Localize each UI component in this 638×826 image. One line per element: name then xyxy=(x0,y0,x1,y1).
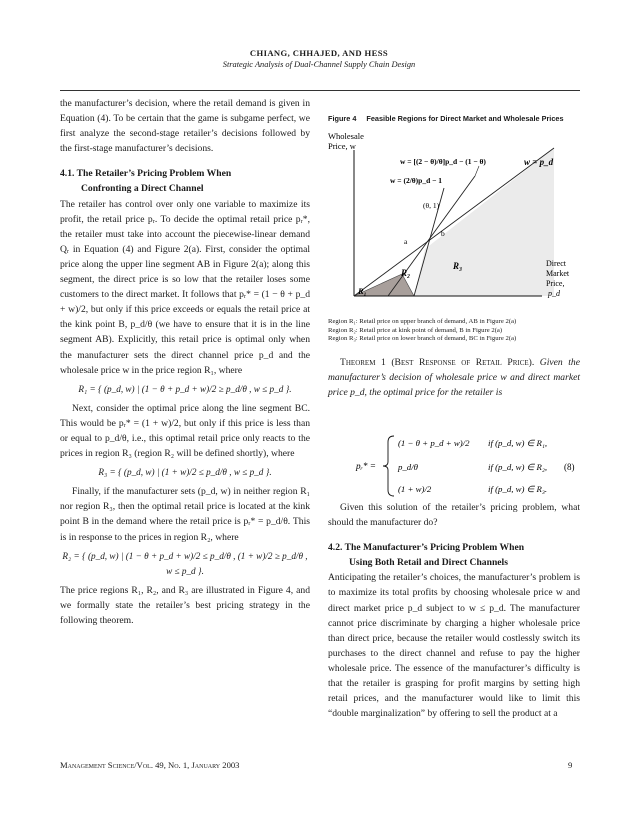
eq8-condition-1: if (p_d, w) ∈ R₁, xyxy=(488,438,548,448)
theorem-1-label: Theorem 1 xyxy=(340,357,386,368)
right-column-lower xyxy=(328,500,580,721)
right-paragraph-6: Given this solution of the retailer’s pricing problem, what should the manufacturer do? xyxy=(328,502,580,529)
section-4-2-title-line1: The Manufacturer’s Pricing Problem When xyxy=(344,542,525,554)
left-paragraph-4: Finally, if the manufacturer sets (p_d, w) in neither region R₁ nor region R₃, then the optimal retail price is located at the kink point B in the demand where the retail price is pᵣ* = p_d/θ. This is in response to the prices in region R₂, where xyxy=(60,486,310,543)
x-axis-label-4: p_d xyxy=(548,289,560,298)
eq8-brace xyxy=(383,436,394,496)
region-r3-label: R₃ xyxy=(453,261,463,271)
figure-label: Figure 4 xyxy=(328,114,357,123)
header-rule xyxy=(60,90,580,91)
section-4-1-number: 4.1. xyxy=(60,168,75,180)
theorem-1-name: (Best Response of Retail Price). xyxy=(391,357,535,368)
x-axis-label-3: Price, xyxy=(546,279,565,288)
eq8-lhs: pᵣ* = xyxy=(356,461,376,471)
section-4-2-number: 4.2. xyxy=(328,542,343,554)
figure-title: Feasible Regions for Direct Market and Wholesale Prices xyxy=(366,114,564,123)
footer-journal: Management Science/Vol. 49, No. 1, January 2003 xyxy=(60,760,240,770)
line-upper-label: w = [(2 − θ)/θ]p_d − (1 − θ) xyxy=(400,157,486,166)
left-paragraph-5: The price regions R₁, R₂, and R₃ are illustrated in Figure 4, and we formally state the retailer’s best pricing strategy in the following theorem. xyxy=(60,584,310,626)
y-axis-label-1: Wholesale xyxy=(328,131,364,141)
caption-region-2: Region R₂: Retail price at kink point of demand, B in Figure 2(a) xyxy=(328,326,503,334)
running-head-title: Strategic Analysis of Dual-Channel Supply Chain Design xyxy=(222,60,416,69)
line-mid-label: w = (2/θ)p_d − 1 xyxy=(390,176,443,185)
equation-r3: R₃ = { (p_d, w) | (1 + w)/2 ≤ p_d/θ , w ≤ p_d }. xyxy=(98,467,272,478)
section-4-2-heading xyxy=(328,540,580,570)
eq8-case-2: p_d/θ xyxy=(398,462,418,472)
equation-r2: R₂ = { (p_d, w) | (1 − θ + p_d + w)/2 ≤ p_d/θ , (1 + w)/2 ≥ p_d/θ , w ≤ p_d }. xyxy=(62,550,308,576)
running-head-authors: CHIANG, CHHAJED, AND HESS xyxy=(249,48,389,58)
point-b-label: b xyxy=(441,229,445,238)
figure-4-diagram xyxy=(328,128,580,316)
left-paragraph-1: the manufacturer’s decision, where the retail demand is given in Equation (4). To be certain that the game is subgame perfect, we first analyze the second-stage retailer’s decisions followed by the first-stage manufacturer’s decisions. xyxy=(60,98,310,155)
right-paragraph-7: Anticipating the retailer’s choices, the manufacturer’s problem is to maximize its total profits by choosing wholesale price w and direct market price p_d subject to w ≤ p_d. The manufacturer cannot price discriminate by charging a higher wholesale price than direct price, because the retailer would costlessly switch its purchases to the direct channel and refuse to pay the higher wholesale price. The essence of the manufacturer’s difficulty is that the retailer is grasping for profit margins by setting high retail prices, and the manufacturer would like to limit this “double marginalization” by offering to sell the product at a xyxy=(328,572,580,720)
caption-region-3: Region R₃: Retail price on lower branch of demand, BC in Figure 2(a) xyxy=(328,335,517,343)
figure-4-heading xyxy=(328,114,580,123)
guide-upper xyxy=(475,166,479,176)
left-paragraph-3: Next, consider the optimal price along the line segment BC. This would be pᵣ* = (1 + w)/2, but only if this price is less than or equal to p_d/θ, i.e., this optimal retail price only reacts to the prices in region R₃ (region R₂ will be defined shortly), where xyxy=(60,402,310,460)
theorem-1 xyxy=(328,355,580,400)
region-r1-label: R₁ xyxy=(358,286,367,296)
section-4-1-title-line2: Confronting a Direct Channel xyxy=(81,183,204,195)
left-column xyxy=(60,96,310,628)
left-paragraph-2: The retailer has control over only one variable to maximize its profit, the retail price pᵣ. To decide the optimal retail price pᵣ*, the retailer must take into account the piecewise-linear demand Qᵣ in Equation (4) and Figure 2(a). First, consider the optimal price along the upper line segment AB in Figure 2(a); along this segment, the direct price is so low that the retailer loses some customers to the direct market. It follows that pᵣ* = (1 − θ + p_d + w)/2, but only if this price exceeds or equals the retail price at the kink point B, p_d/θ (we have to ensure that it is in the line segment AB). Explicitly, this retail price is optimal only when the manufacturer sets the direct channel price p_d and the wholesale price w in the price region R₁, where xyxy=(60,198,310,376)
region-r2-label: R₂ xyxy=(401,268,411,278)
point-a-label: a xyxy=(404,237,408,246)
footer-page-number: 9 xyxy=(568,760,573,770)
theorem-1-text: Given the manufacturer’s decision of wholesale price w and direct market price p_d, the optimal price for the retailer is xyxy=(328,357,580,399)
line-diag-label: w = p_d xyxy=(524,157,554,167)
equation-8-layout xyxy=(328,432,580,500)
eq8-condition-2: if (p_d, w) ∈ R₂, xyxy=(488,462,548,472)
caption-region-1: Region R₁: Retail price on upper branch of demand, AB in Figure 2(a) xyxy=(328,318,517,325)
eq8-condition-3: if (p_d, w) ∈ R₃. xyxy=(488,484,548,494)
section-4-1-title-line1: The Retailer’s Pricing Problem When xyxy=(76,168,232,180)
point-theta-1-label: (θ, 1) xyxy=(423,201,440,210)
equation-8 xyxy=(328,432,580,500)
eq8-case-1: (1 − θ + p_d + w)/2 xyxy=(398,438,470,448)
section-4-2-title-line2: Using Both Retail and Direct Channels xyxy=(349,557,508,569)
figure-4-caption xyxy=(328,318,580,344)
eq8-case-3: (1 + w)/2 xyxy=(398,484,432,494)
y-axis-label-2: Price, w xyxy=(328,141,356,151)
equation-r1: R₁ = { (p_d, w) | (1 − θ + p_d + w)/2 ≥ p_d/θ , w ≤ p_d }. xyxy=(78,383,292,394)
x-axis-label-1: Direct xyxy=(546,259,566,268)
section-4-1-heading xyxy=(60,166,310,196)
figure-4 xyxy=(328,128,580,316)
eq8-number: (8) xyxy=(564,462,575,472)
x-axis-label-2: Market xyxy=(546,269,570,278)
